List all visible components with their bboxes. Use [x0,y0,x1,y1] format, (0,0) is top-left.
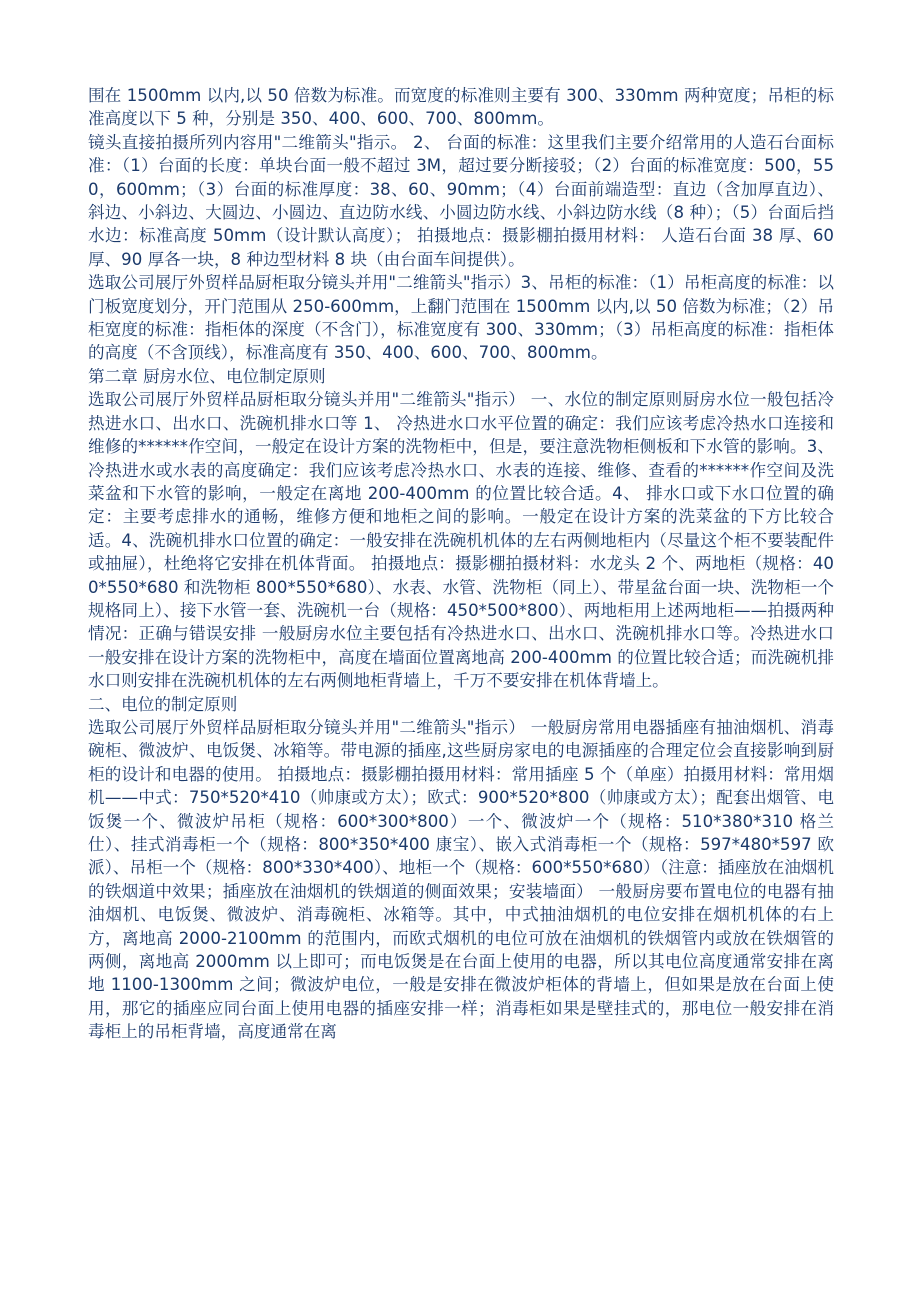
chapter-heading: 第二章 厨房水位、电位制定原则 [88,366,326,386]
paragraph-2: 镜头直接拍摄所列内容用"二维箭头"指示。 2、 台面的标准：这里我们主要介绍常用的人造石台面标准：（1）台面的长度：单块台面一般不超过 3M，超过要分断接驳；（2）台面的标准宽度：500，550，600mm；（3）台面的标准厚度：38、60、90mm；（4）台面前端造型：直边（含加厚直边）、斜边、小斜边、大圆边、小圆边、直边防水线、小圆边防水线、小斜边防水线（8 种）；（5）台面后挡水边：标准高度 50mm（设计默认高度）； 拍摄地点：摄影棚拍摄用材料： 人造石台面 38 厚、60 厚、90 厚各一块，8 种边型材料 8 块（由台面车间提供）。 [88,132,834,269]
document-body [88,84,834,1044]
paragraph-water-position: 选取公司展厅外贸样品厨柜取分镜头并用"二维箭头"指示） 一、水位的制定原则厨房水位一般包括冷热进水口、出水口、洗碗机排水口等 1、 冷热进水口水平位置的确定：我们应该考虑冷热水口连接和维修的******作空间，一般定在设计方案的洗物柜中，但是，要注意洗物柜侧板和下水管的影响。3、 冷热进水或水表的高度确定：我们应该考虑冷热水口、水表的连接、维修、查看的******作空间及洗菜盆和下水管的影响，一般定在离地 200-400mm 的位置比较合适。4、 排水口或下水口位置的确定：主要考虑排水的通畅，维修方便和地柜之间的影响。一般定在设计方案的洗菜盆的下方比较合适。4、洗碗机排水口位置的确定：一般安排在洗碗机机体的左右两侧地柜内（尽量这个柜不要装配件或抽屉），杜绝将它安排在机体背面。 拍摄地点：摄影棚拍摄材料：水龙头 2 个、两地柜（规格：400*550*680 和洗物柜 800*550*680）、水表、水管、洗物柜（同上）、带星盆台面一块、洗物柜一个规格同上）、接下水管一套、洗碗机一台（规格：450*500*800）、两地柜用上述两地柜——拍摄两种情况：正确与错误安排 一般厨房水位主要包括有冷热进水口、出水口、洗碗机排水口等。冷热进水口一般安排在设计方案的洗物柜中，高度在墙面位置离地高 200-400mm 的位置比较合适；而洗碗机排水口则安排在洗碗机机体的左右两侧地柜背墙上，千万不要安排在机体背墙上。 [88,390,834,691]
section-heading-electric: 二、电位的制定原则 [88,694,238,714]
paragraph-3: 选取公司展厅外贸样品厨柜取分镜头并用"二维箭头"指示）3、吊柜的标准：（1）吊柜高度的标准：以门板宽度划分，开门范围从 250-600mm，上翻门范围在 1500mm 以内,以 50 倍数为标准；（2）吊柜宽度的标准：指柜体的深度（不含门），标准宽度有 300、330mm；（3）吊柜高度的标准：指柜体的高度（不含顶线），标准高度有 350、400、600、700、800mm。 [88,273,834,363]
paragraph-1: 围在 1500mm 以内,以 50 倍数为标准。而宽度的标准则主要有 300、330mm 两种宽度；吊柜的标准高度以下 5 种，分别是 350、400、600、700、800mm。 [88,86,834,129]
paragraph-electric-position: 选取公司展厅外贸样品厨柜取分镜头并用"二维箭头"指示） 一般厨房常用电器插座有抽油烟机、消毒碗柜、微波炉、电饭煲、冰箱等。带电源的插座,这些厨房家电的电源插座的合理定位会直接影响到厨柜的设计和电器的使用。 拍摄地点：摄影棚拍摄用材料：常用插座 5 个（单座）拍摄用材料：常用烟机——中式：750*520*410（帅康或方太）；欧式：900*520*800（帅康或方太）；配套出烟管、电饭煲一个、微波炉吊柜（规格：600*300*800）一个、微波炉一个（规格：510*380*310 格兰仕）、挂式消毒柜一个（规格：800*350*400 康宝）、嵌入式消毒柜一个（规格：597*480*597 欧派）、吊柜一个（规格：800*330*400）、地柜一个（规格：600*550*680）（注意：插座放在油烟机的铁烟道中效果；插座放在油烟机的铁烟道的侧面效果；安装墙面） 一般厨房要布置电位的电器有抽油烟机、电饭煲、微波炉、消毒碗柜、冰箱等。其中，中式抽油烟机的电位安排在烟机机体的右上方，离地高 2000-2100mm 的范围内，而欧式烟机的电位可放在油烟机的铁烟管内或放在铁烟管的两侧，离地高 2000mm 以上即可；而电饭煲是在台面上使用的电器，所以其电位高度通常安排在离地 1100-1300mm 之间；微波炉电位，一般是安排在微波炉柜体的背墙上，但如果是放在台面上使用，那它的插座应同台面上使用电器的插座安排一样；消毒柜如果是壁挂式的，那电位一般安排在消毒柜上的吊柜背墙，高度通常在离 [88,717,834,1042]
